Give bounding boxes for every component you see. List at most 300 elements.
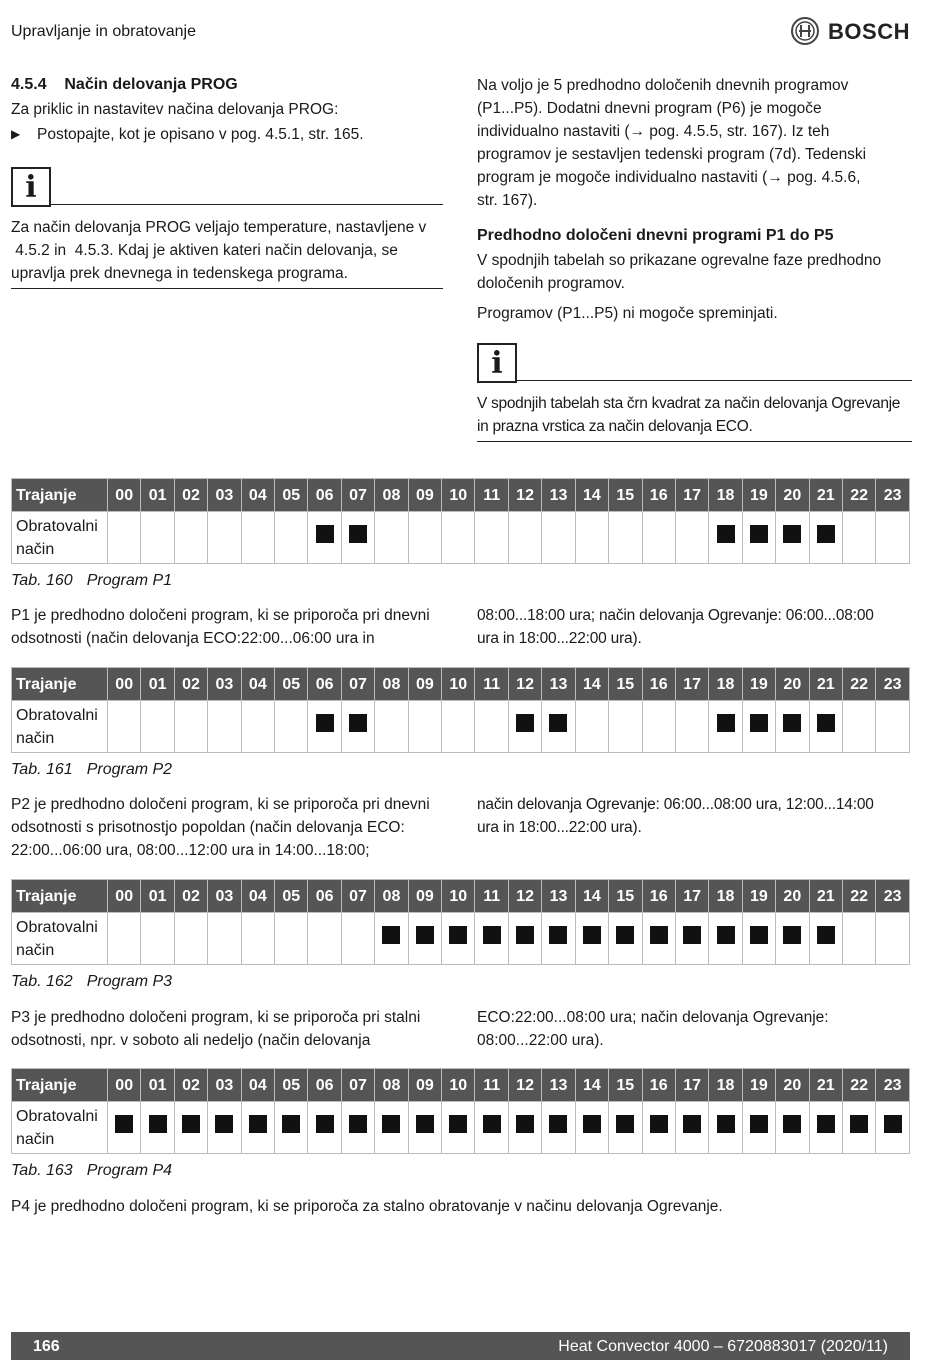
heating-square-icon [349,1115,367,1133]
header-hour: 03 [208,1069,241,1102]
heating-square-icon [683,926,701,944]
hour-cell [675,913,708,965]
hour-cell [508,512,541,564]
row-label-line: Obratovalni [16,1107,98,1125]
row-label-line: način [16,540,55,558]
header-hour: 15 [609,1069,642,1102]
heating-square-icon [717,1115,735,1133]
hour-cell [408,512,441,564]
schedule-table-p1 [11,478,910,592]
caption-number: Tab. 161 [11,761,73,778]
hour-cell [575,1102,608,1154]
schedule-table-p3 [11,879,910,993]
heating-square-icon [616,926,634,944]
desc-line: odsotnosti s prisotnostjo popoldan (način delovanja ECO: [11,819,405,836]
heating-square-icon [549,926,567,944]
schedule-table [11,879,910,965]
hour-cell [275,701,308,753]
header-hour: 01 [141,668,174,701]
hour-cell [675,701,708,753]
row-label [12,1102,108,1154]
header-hour: 06 [308,880,341,913]
table-header-row [12,880,910,913]
info-note [11,167,443,207]
header-hour: 15 [609,479,642,512]
table-row [12,1102,910,1154]
table-caption [11,569,910,592]
hour-cell [642,701,675,753]
caption-title: Program P2 [86,761,173,778]
header-hour: 22 [842,880,875,913]
header-hour: 00 [108,479,141,512]
header-hour: 00 [108,1069,141,1102]
table-row [12,512,910,564]
p1-description-left [11,604,443,650]
bosch-armature-icon [790,16,820,46]
hour-cell [742,913,775,965]
row-label-line: Obratovalni [16,706,98,724]
hour-cell [341,512,374,564]
hour-cell [174,512,207,564]
hour-cell [241,512,274,564]
heating-square-icon [783,714,801,732]
hour-cell [842,512,875,564]
header-hour: 10 [442,1069,475,1102]
header-hour: 15 [609,880,642,913]
header-hour: 21 [809,668,842,701]
hour-cell [442,512,475,564]
hour-cell [475,512,508,564]
header-hour: 22 [842,479,875,512]
desc-line: P4 je predhodno določeni program, ki se priporoča za stalno obratovanje v načinu delovanja Ogrevanje. [11,1198,723,1215]
header-hour: 20 [776,880,809,913]
header-hour: 08 [375,880,408,913]
hour-cell [108,1102,141,1154]
para3: Programov (P1...P5) ni mogoče spreminjati. [477,305,778,322]
p1-description-right [477,604,912,650]
info-divider [51,204,443,205]
header-hour: 17 [675,880,708,913]
header-hour: 04 [241,479,274,512]
header-hour: 18 [709,668,742,701]
table-row [12,701,910,753]
hour-cell [308,1102,341,1154]
header-hour: 01 [141,479,174,512]
hour-cell [709,913,742,965]
hour-cell [575,512,608,564]
hour-cell [241,701,274,753]
header-hour: 23 [876,668,910,701]
table-header-row [12,668,910,701]
heating-square-icon [817,525,835,543]
heating-square-icon [349,714,367,732]
header-hour: 19 [742,479,775,512]
info-note-right-body [477,392,912,442]
header-hour: 15 [609,668,642,701]
desc-line: način delovanja Ogrevanje: 06:00...08:00 ura, 12:00...14:00 [477,796,874,813]
info-right-line-2: in prazna vrstica za način delovanja ECO. [477,418,753,435]
header-hour: 05 [275,668,308,701]
hour-cell [208,512,241,564]
heating-square-icon [382,1115,400,1133]
header-hour: 23 [876,479,910,512]
heating-square-icon [750,1115,768,1133]
hour-cell [675,512,708,564]
heating-square-icon [717,714,735,732]
hour-cell [275,913,308,965]
page-footer [11,1332,910,1360]
header-hour: 00 [108,668,141,701]
desc-line: 08:00...18:00 ura; način delovanja Ogrevanje: 06:00...08:00 [477,607,874,624]
header-hour: 10 [442,479,475,512]
header-hour: 03 [208,880,241,913]
hour-cell [809,1102,842,1154]
heating-square-icon [282,1115,300,1133]
heating-square-icon [249,1115,267,1133]
desc-line: P3 je predhodno določeni program, ki se priporoča pri stalni [11,1009,421,1026]
para1-line-3: individualno nastaviti (→ pog. 4.5.5, str. 167). Iz teh [477,123,830,140]
hour-cell [575,913,608,965]
header-hour: 00 [108,880,141,913]
heating-square-icon [650,926,668,944]
hour-cell [508,913,541,965]
para1-line-6: str. 167). [477,192,538,209]
header-hour: 01 [141,1069,174,1102]
heating-square-icon [149,1115,167,1133]
hour-cell [809,913,842,965]
p4-description [11,1195,910,1218]
header-hour: 11 [475,479,508,512]
heating-square-icon [750,926,768,944]
header-hour: 18 [709,479,742,512]
hour-cell [308,913,341,965]
hour-cell [842,1102,875,1154]
hour-cell [174,1102,207,1154]
heating-square-icon [549,714,567,732]
header-hour: 16 [642,1069,675,1102]
heating-square-icon [449,1115,467,1133]
info-line-2: 4.5.2 in 4.5.3. Kdaj je aktiven kateri način delovanja, se [11,242,398,259]
hour-cell [542,913,575,965]
header-hour: 10 [442,880,475,913]
hour-cell [375,512,408,564]
heating-square-icon [316,714,334,732]
instruction-bullet [11,123,443,146]
heating-square-icon [750,525,768,543]
bullet-text: Postopajte, kot je opisano v pog. 4.5.1, str. 165. [37,126,364,143]
hour-cell [609,701,642,753]
para1-line-1: Na voljo je 5 predhodno določenih dnevnih programov [477,77,849,94]
hour-cell [241,913,274,965]
hour-cell [475,1102,508,1154]
hour-cell [776,512,809,564]
info-note-body [11,216,443,289]
header-hour: 08 [375,1069,408,1102]
running-header: Upravljanje in obratovanje [11,23,196,40]
header-hour: 05 [275,1069,308,1102]
header-hour: 03 [208,668,241,701]
hour-cell [809,512,842,564]
hour-cell [275,1102,308,1154]
header-hour: 06 [308,479,341,512]
header-hour: 23 [876,1069,910,1102]
caption-title: Program P1 [86,572,173,589]
heating-square-icon [182,1115,200,1133]
header-hour: 04 [241,668,274,701]
p3-description-right [477,1006,912,1052]
desc-line: ura in 18:00...22:00 ura). [477,630,642,647]
header-hour: 16 [642,479,675,512]
hour-cell [308,701,341,753]
hour-cell [609,913,642,965]
heating-square-icon [817,714,835,732]
header-hour: 07 [341,479,374,512]
row-label-line: način [16,941,55,959]
caption-number: Tab. 163 [11,1162,73,1179]
heating-square-icon [717,926,735,944]
header-duration: Trajanje [12,880,108,913]
info-icon: i [11,167,51,207]
bullet-triangle-icon: ▶ [11,127,21,141]
heating-square-icon [717,525,735,543]
caption-title: Program P3 [86,973,173,990]
header-hour: 21 [809,880,842,913]
hour-cell [442,701,475,753]
schedule-table-p2 [11,667,910,781]
schedule-table [11,667,910,753]
hour-cell [709,701,742,753]
header-hour: 21 [809,1069,842,1102]
table-header-row [12,479,910,512]
heating-square-icon [583,926,601,944]
heating-square-icon [616,1115,634,1133]
intro-text: Za priklic in nastavitev načina delovanja PROG: [11,101,339,118]
header-hour: 08 [375,668,408,701]
para1-line-5: program je mogoče individualno nastaviti (→ pog. 4.5.6, [477,169,861,186]
schedule-table-p4 [11,1068,910,1182]
heating-square-icon [449,926,467,944]
hour-cell [842,913,875,965]
hour-cell [609,1102,642,1154]
header-hour: 20 [776,479,809,512]
table-row [12,913,910,965]
desc-line: ura in 18:00...22:00 ura). [477,819,642,836]
heating-square-icon [215,1115,233,1133]
row-label [12,913,108,965]
row-label-line: način [16,729,55,747]
desc-line: odsotnosti (način delovanja ECO:22:00...06:00 ura in [11,630,375,647]
hour-cell [742,1102,775,1154]
header-hour: 18 [709,1069,742,1102]
header-hour: 14 [575,1069,608,1102]
header-hour: 10 [442,668,475,701]
header-hour: 09 [408,1069,441,1102]
hour-cell [208,913,241,965]
header-hour: 22 [842,668,875,701]
hour-cell [375,701,408,753]
header-hour: 07 [341,1069,374,1102]
header-hour: 02 [174,668,207,701]
table-caption [11,970,910,993]
hour-cell [275,512,308,564]
header-hour: 05 [275,880,308,913]
hour-cell [542,701,575,753]
header-hour: 02 [174,880,207,913]
hour-cell [408,913,441,965]
schedule-table [11,1068,910,1154]
info-icon: i [477,343,517,383]
hour-cell [108,913,141,965]
header-hour: 22 [842,1069,875,1102]
page-number: 166 [33,1337,60,1355]
hour-cell [809,701,842,753]
hour-cell [208,1102,241,1154]
left-column [11,74,443,289]
table-header-row [12,1069,910,1102]
header-hour: 02 [174,1069,207,1102]
header-hour: 17 [675,479,708,512]
hour-cell [876,701,910,753]
heating-square-icon [750,714,768,732]
hour-cell [575,701,608,753]
hour-cell [776,1102,809,1154]
hour-cell [174,701,207,753]
caption-title: Program P4 [86,1162,173,1179]
header-hour: 13 [542,668,575,701]
document-id: Heat Convector 4000 – 6720883017 (2020/11) [558,1337,888,1355]
section-heading: 4.5.4 Način delovanja PROG [11,76,238,93]
hour-cell [508,1102,541,1154]
header-hour: 05 [275,479,308,512]
desc-line: ECO:22:00...08:00 ura; način delovanja Ogrevanje: [477,1009,829,1026]
hour-cell [442,913,475,965]
header-hour: 04 [241,880,274,913]
row-label-line: Obratovalni [16,517,98,535]
heating-square-icon [549,1115,567,1133]
header-hour: 11 [475,668,508,701]
para2-line-2: določenih programov. [477,275,625,292]
row-label-line: Obratovalni [16,918,98,936]
hour-cell [341,1102,374,1154]
hour-cell [742,512,775,564]
row-label [12,512,108,564]
hour-cell [776,913,809,965]
hour-cell [475,913,508,965]
header-hour: 12 [508,668,541,701]
header-hour: 06 [308,1069,341,1102]
header-hour: 21 [809,479,842,512]
header-hour: 23 [876,880,910,913]
hour-cell [108,512,141,564]
hour-cell [709,512,742,564]
brand-name: BOSCH [828,18,910,44]
header-hour: 19 [742,1069,775,1102]
hour-cell [341,913,374,965]
header-hour: 19 [742,880,775,913]
table-caption [11,1159,910,1182]
hour-cell [408,1102,441,1154]
heating-square-icon [516,926,534,944]
header-hour: 14 [575,880,608,913]
header-hour: 14 [575,479,608,512]
hour-cell [742,701,775,753]
header-hour: 09 [408,880,441,913]
hour-cell [141,1102,174,1154]
header-hour: 19 [742,668,775,701]
para1-line-2: (P1...P5). Dodatni dnevni program (P6) je mogoče [477,100,822,117]
right-column [477,74,912,442]
row-label [12,701,108,753]
hour-cell [208,701,241,753]
heating-square-icon [416,1115,434,1133]
subheading: Predhodno določeni dnevni programi P1 do P5 [477,227,834,244]
hour-cell [842,701,875,753]
hour-cell [876,913,910,965]
heating-square-icon [884,1115,902,1133]
header-hour: 06 [308,668,341,701]
desc-line: P1 je predhodno določeni program, ki se priporoča pri dnevni [11,607,430,624]
heating-square-icon [817,926,835,944]
header-hour: 07 [341,668,374,701]
info-right-line-1: V spodnjih tabelah sta črn kvadrat za način delovanja Ogrevanje [477,395,901,412]
heating-square-icon [850,1115,868,1133]
header-hour: 08 [375,479,408,512]
info-note-right [477,343,912,383]
header-hour: 04 [241,1069,274,1102]
desc-line: 08:00...22:00 ura). [477,1032,604,1049]
header-duration: Trajanje [12,479,108,512]
info-divider [517,380,912,381]
hour-cell [308,512,341,564]
hour-cell [642,512,675,564]
info-line-1: Za način delovanja PROG veljajo temperature, nastavljene v [11,219,427,236]
p3-description-left [11,1006,443,1052]
header-duration: Trajanje [12,1069,108,1102]
bosch-logo [790,16,910,46]
heating-square-icon [683,1115,701,1133]
heating-square-icon [783,525,801,543]
header-hour: 20 [776,1069,809,1102]
heating-square-icon [416,926,434,944]
heating-square-icon [382,926,400,944]
header-hour: 11 [475,880,508,913]
header-hour: 13 [542,479,575,512]
hour-cell [709,1102,742,1154]
heating-square-icon [783,926,801,944]
header-hour: 12 [508,880,541,913]
hour-cell [141,512,174,564]
heating-square-icon [650,1115,668,1133]
hour-cell [375,1102,408,1154]
heating-square-icon [516,1115,534,1133]
info-line-3: upravlja prek dnevnega in tedenskega programa. [11,265,348,282]
header-hour: 09 [408,668,441,701]
hour-cell [876,1102,910,1154]
hour-cell [508,701,541,753]
header-hour: 07 [341,880,374,913]
header-hour: 03 [208,479,241,512]
heating-square-icon [483,1115,501,1133]
header-hour: 09 [408,479,441,512]
heating-square-icon [115,1115,133,1133]
header-hour: 18 [709,880,742,913]
hour-cell [141,701,174,753]
header-duration: Trajanje [12,668,108,701]
hour-cell [542,512,575,564]
header-hour: 12 [508,479,541,512]
schedule-table [11,478,910,564]
hour-cell [776,701,809,753]
